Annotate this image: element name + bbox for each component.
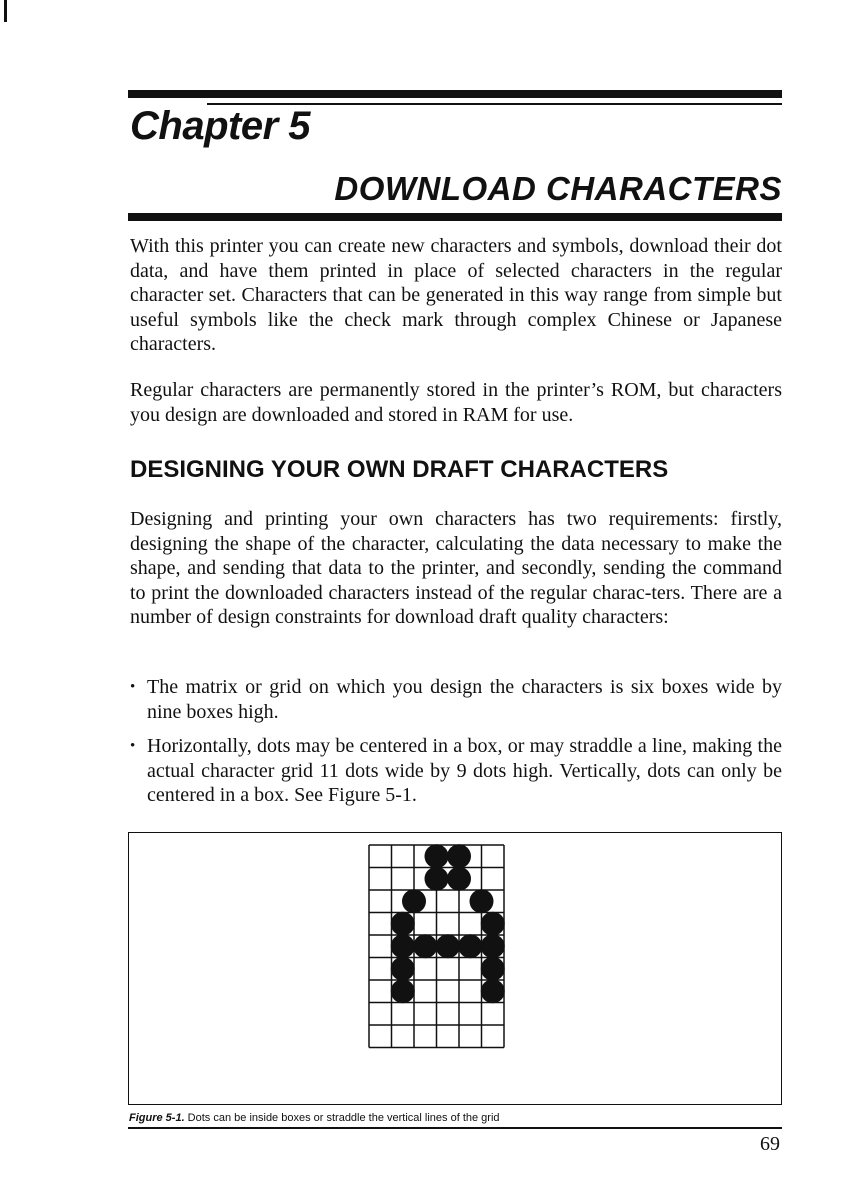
character-dot <box>447 844 471 868</box>
character-dot <box>481 957 505 981</box>
character-dot <box>391 934 415 958</box>
section-heading: DESIGNING YOUR OWN DRAFT CHARACTERS <box>130 456 669 483</box>
character-dot <box>470 889 494 913</box>
character-dot <box>402 889 426 913</box>
figure-caption <box>129 1112 500 1124</box>
header-rule-bottom <box>128 213 782 221</box>
character-dot <box>447 867 471 891</box>
character-dot <box>413 934 437 958</box>
chapter-label: Chapter 5 <box>130 104 310 148</box>
character-dot <box>481 934 505 958</box>
character-dot <box>481 979 505 1003</box>
caption-rule <box>128 1127 782 1129</box>
list-item: • Horizontally, dots may be centered in a box, or may straddle a line, making the actual character grid 11 dots wide by 9 dots high. Vertically, dots can only be centered in a box. See Figure 5-1. <box>130 734 782 808</box>
character-dot <box>425 844 449 868</box>
character-dot <box>391 912 415 936</box>
scan-edge-mark <box>4 0 7 22</box>
character-dot <box>391 979 415 1003</box>
chapter-title: DOWNLOAD CHARACTERS <box>334 170 782 207</box>
header-rule-top <box>128 90 782 98</box>
list-item: • The matrix or grid on which you design the characters is six boxes wide by nine boxes high. <box>130 675 782 724</box>
intro-paragraph-2: Regular characters are permanently stored in the printer’s ROM, but characters you design are downloaded and stored in RAM for use. <box>130 379 782 426</box>
character-dot <box>436 934 460 958</box>
constraints-list <box>130 675 782 808</box>
caption-label: Figure 5-1. <box>129 1112 185 1124</box>
caption-text: Dots can be inside boxes or straddle the vertical lines of the grid <box>184 1112 500 1124</box>
character-dot <box>425 867 449 891</box>
character-dot <box>391 957 415 981</box>
page-number: 69 <box>760 1133 780 1155</box>
character-dot <box>458 934 482 958</box>
figure-box <box>128 832 782 1105</box>
section-paragraph: Designing and printing your own characters has two requirements: firstly, designing the shape of the character, calculating the data necessary to make the shape, and sending that data to the printer, and secondly, sending the command to print the downloaded characters instead of the regular charac-ters. There are a number of design constraints for download draft quality characters: <box>130 508 782 628</box>
character-dot <box>481 912 505 936</box>
character-grid-figure <box>129 833 781 1104</box>
intro-paragraph-1: With this printer you can create new characters and symbols, download their dot data, and have them printed in place of selected characters in the regular character set. Characters that can be generated in this way range from simple but useful symbols like the check mark through complex Chinese or Japanese characters. <box>130 235 782 355</box>
